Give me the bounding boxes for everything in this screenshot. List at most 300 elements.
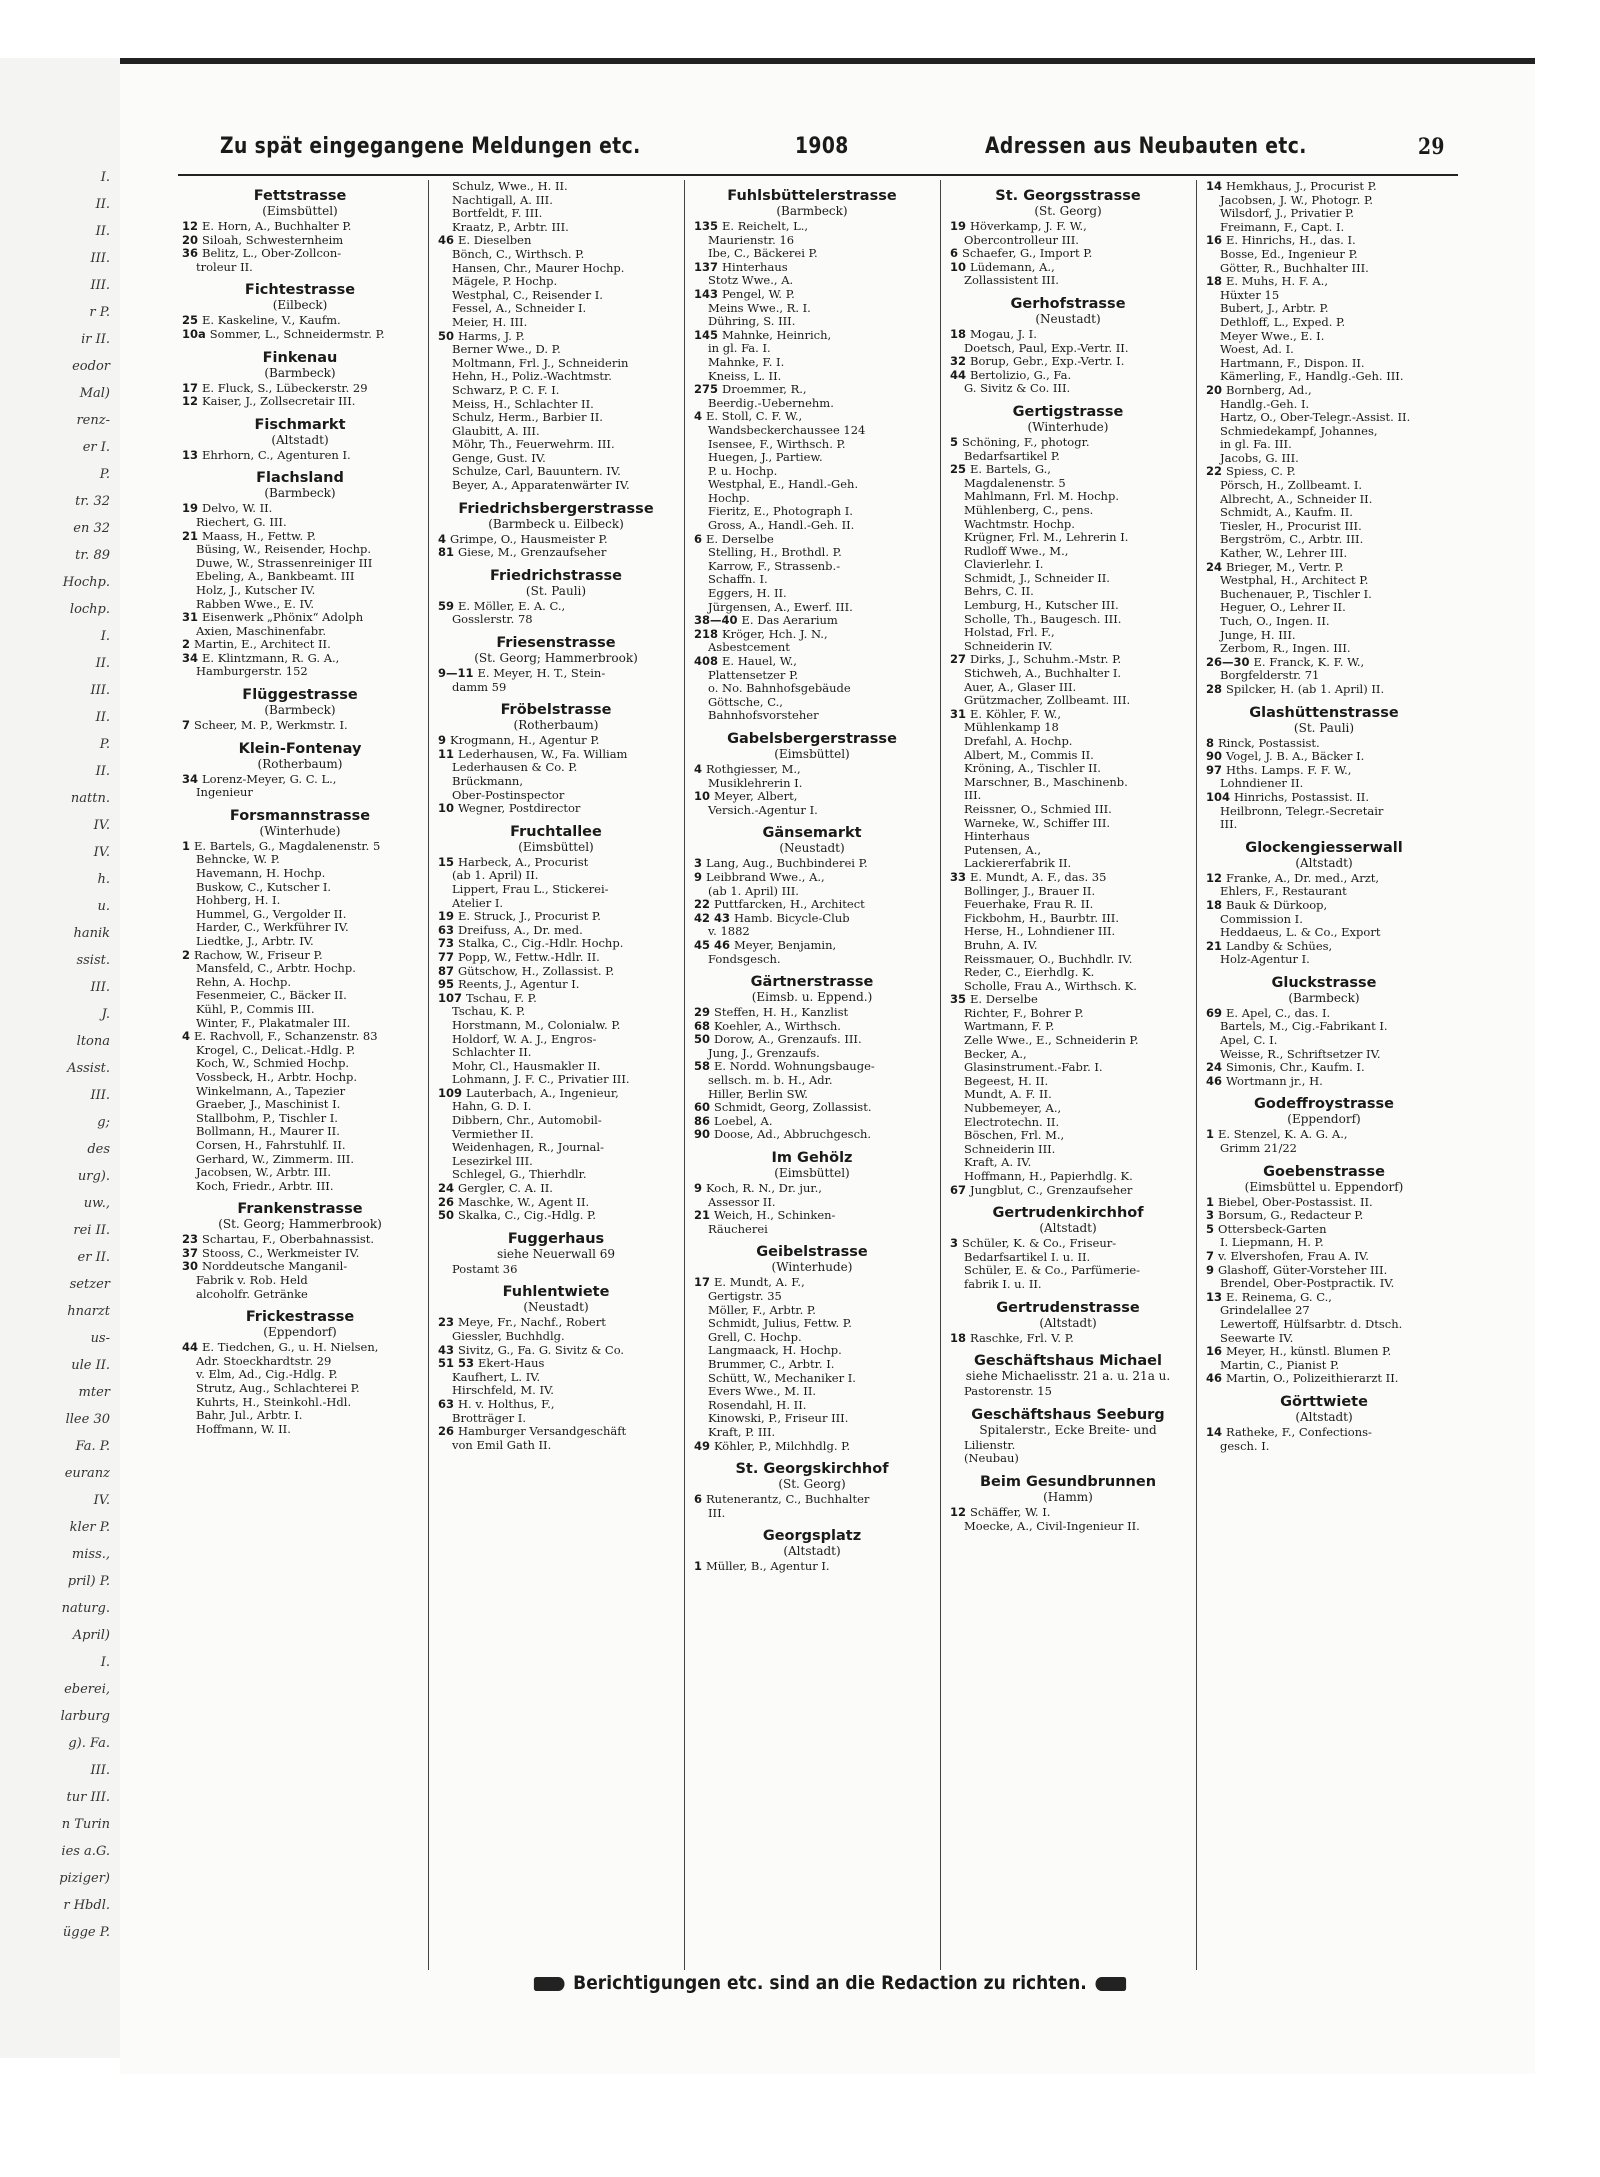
- directory-entry: [694, 885, 930, 899]
- resident-text: Rudloff Wwe., M.,: [964, 544, 1069, 558]
- directory-entry: [182, 773, 418, 787]
- house-number: 107: [438, 991, 463, 1005]
- house-number: 10a: [182, 327, 206, 341]
- directory-entry: [950, 1116, 1186, 1130]
- prev-page-line: lochp.: [69, 602, 110, 617]
- directory-entry: [950, 572, 1186, 586]
- directory-entry: [950, 382, 1186, 396]
- directory-entry: [1206, 615, 1442, 629]
- resident-text: Kröger, Hch. J. N.,: [722, 627, 828, 641]
- directory-entry: [694, 628, 930, 642]
- directory-column: [178, 180, 422, 1970]
- district-label: (St. Pauli): [1293, 720, 1355, 735]
- directory-entry: [950, 749, 1186, 763]
- resident-text: Grimm 21/22: [1220, 1142, 1297, 1156]
- resident-text: Ottersbeck-Garten: [1218, 1222, 1327, 1236]
- directory-entry: [182, 638, 418, 652]
- directory-entry: [182, 894, 418, 908]
- directory-entry: [438, 1019, 674, 1033]
- footer-notice: Berichtigungen etc. sind an die Redaction zu richten.: [573, 1972, 1087, 1994]
- directory-entry: [438, 398, 674, 412]
- house-number: 31: [950, 707, 967, 721]
- directory-entry: [1206, 1142, 1442, 1156]
- resident-text: E. Tiedchen, G., u. H. Nielsen,: [202, 1341, 379, 1355]
- resident-text: in gl. Fa. III.: [1220, 438, 1292, 452]
- resident-text: Bahr, Jul., Arbtr. I.: [196, 1409, 303, 1423]
- resident-text: Bahnhofsvorsteher: [708, 709, 819, 723]
- district-label: (St. Georg; Hammerbrook): [218, 1217, 382, 1232]
- resident-text: Schulz, Wwe., H. II.: [452, 180, 568, 193]
- resident-text: Kather, W., Lehrer III.: [1220, 547, 1348, 561]
- resident-text: Bosse, Ed., Ingenieur P.: [1220, 247, 1358, 261]
- resident-text: Hths. Lamps. F. F. W.,: [1226, 763, 1352, 777]
- house-number: 3: [1206, 1209, 1215, 1223]
- directory-entry: [438, 289, 674, 303]
- house-number: 1: [1206, 1195, 1215, 1209]
- directory-entry: [1206, 370, 1442, 384]
- directory-entry: [694, 1182, 930, 1196]
- house-number: 17: [694, 1276, 711, 1290]
- directory-entry: [1206, 656, 1442, 670]
- directory-entry: [438, 775, 674, 789]
- directory-entry: [694, 302, 930, 316]
- directory-entry: [1206, 601, 1442, 615]
- resident-text: Giessler, Buchhdlg.: [452, 1330, 565, 1343]
- resident-text: Maurienstr. 16: [708, 233, 795, 247]
- directory-entry: [694, 505, 930, 519]
- directory-entry: [182, 1112, 418, 1126]
- directory-entry: [694, 1560, 930, 1574]
- resident-text: E. Muhs, H. F. A.,: [1226, 275, 1328, 289]
- house-number: 17: [182, 381, 199, 395]
- directory-entry: [950, 1020, 1186, 1034]
- directory-entry: [950, 857, 1186, 871]
- directory-entry: [950, 1184, 1186, 1198]
- directory-entry: [182, 1180, 418, 1194]
- directory-entry: [182, 935, 418, 949]
- district-label: Spitalerstr., Ecke Breite- und: [979, 1422, 1157, 1437]
- house-number: 21: [1206, 939, 1223, 953]
- resident-text: Scheer, M. P., Werkmstr. I.: [194, 719, 348, 733]
- street-heading: Flachsland: [256, 470, 344, 487]
- directory-entry: [182, 584, 418, 598]
- resident-text: Assessor II.: [708, 1195, 776, 1209]
- directory-entry: [694, 641, 930, 655]
- directory-entry: [1206, 764, 1442, 778]
- resident-text: Ehrhorn, C., Agenturen I.: [202, 448, 351, 462]
- house-number: 21: [694, 1209, 711, 1223]
- resident-text: Schlegel, G., Thierhdlr.: [452, 1168, 587, 1182]
- resident-text: Zollassistent III.: [964, 274, 1059, 288]
- directory-entry: [438, 897, 674, 911]
- directory-entry: [1206, 316, 1442, 330]
- prev-page-line: April): [72, 1628, 110, 1643]
- house-number: 25: [950, 463, 967, 477]
- prev-page-line: r Hbdl.: [63, 1898, 110, 1913]
- pointing-hand-icon: [534, 1977, 565, 1991]
- resident-text: Bedarfsartikel P.: [964, 449, 1060, 463]
- directory-entry: [950, 953, 1186, 967]
- street-heading: Goebenstrasse: [1263, 1163, 1385, 1180]
- street-heading: Gertrudenstrasse: [996, 1299, 1140, 1316]
- column-divider: [428, 180, 429, 1970]
- house-number: 44: [182, 1341, 199, 1355]
- house-number: 18: [1206, 898, 1223, 912]
- house-number: 9: [438, 734, 447, 748]
- resident-text: Skalka, C., Cig.-Hdlg. P.: [458, 1209, 597, 1223]
- directory-entry: [950, 762, 1186, 776]
- district-label: (Altstadt): [1295, 855, 1353, 870]
- directory-entry: [438, 411, 674, 425]
- resident-text: Holz-Agentur I.: [1220, 953, 1310, 967]
- directory-entry: [182, 867, 418, 881]
- house-number: 50: [438, 1209, 455, 1223]
- resident-text: Albrecht, A., Schneider II.: [1220, 492, 1373, 506]
- directory-entry: [438, 951, 674, 965]
- directory-entry: [1206, 872, 1442, 886]
- resident-text: Hartmann, F., Dispon. II.: [1220, 356, 1365, 370]
- resident-text: Göttsche, C.,: [708, 695, 783, 709]
- directory-entry: [1206, 1020, 1442, 1034]
- directory-entry: [694, 669, 930, 683]
- resident-text: Brotträger I.: [452, 1411, 526, 1425]
- directory-entry: [950, 817, 1186, 831]
- directory-entry: [694, 397, 930, 411]
- resident-text: Stelling, H., Brothdl. P.: [708, 546, 842, 560]
- directory-entry: [950, 1332, 1186, 1346]
- resident-text: Kröning, A., Tischler II.: [964, 762, 1101, 776]
- house-number: 9: [694, 1182, 703, 1196]
- directory-entry: [694, 587, 930, 601]
- resident-text: E. Mundt, A. F.,: [714, 1276, 805, 1290]
- resident-text: Strutz, Aug., Schlachterei P.: [196, 1382, 360, 1396]
- house-number: 4: [182, 1030, 191, 1044]
- directory-entry: [438, 1371, 674, 1385]
- directory-entry: [950, 274, 1186, 288]
- directory-entry: [182, 1409, 418, 1423]
- directory-entry: [438, 667, 674, 681]
- resident-text: E. Bartels, G.,: [970, 463, 1051, 477]
- directory-entry: [438, 465, 674, 479]
- prev-page-line: ir II.: [81, 332, 110, 347]
- resident-text: Winter, F., Plakatmaler III.: [196, 1016, 351, 1030]
- directory-entry: [438, 221, 674, 235]
- directory-entry: [694, 383, 930, 397]
- resident-text: Pörsch, H., Zollbeamt. I.: [1220, 479, 1363, 493]
- resident-text: Clavierlehr. I.: [964, 558, 1044, 572]
- directory-entry: [438, 992, 674, 1006]
- directory-entry: [1206, 1277, 1442, 1291]
- resident-text: Meyer, Benjamin,: [734, 938, 837, 952]
- directory-entry: [438, 1357, 674, 1371]
- street-heading: Flüggestrasse: [242, 687, 358, 704]
- district-label: (Winterhude): [259, 823, 341, 838]
- directory-entry: [438, 748, 674, 762]
- directory-entry: [1206, 737, 1442, 751]
- resident-text: Borgfelderstr. 71: [1220, 669, 1320, 683]
- resident-text: (ab 1. April) III.: [708, 884, 799, 898]
- resident-text: Martin, O., Polizeithierarzt II.: [1226, 1372, 1399, 1386]
- resident-text: Wartmann, F. P.: [964, 1020, 1055, 1034]
- prev-page-line: tur III.: [66, 1790, 110, 1805]
- district-label: (Winterhude): [1027, 419, 1109, 434]
- resident-text: Horstmann, M., Colonialw. P.: [452, 1018, 621, 1032]
- directory-entry: [438, 1087, 674, 1101]
- resident-text: Rehn, A. Hochp.: [196, 975, 292, 989]
- resident-text: Reder, C., Eierhdlg. K.: [964, 966, 1095, 980]
- prev-page-line: rei II.: [73, 1223, 110, 1238]
- directory-entry: [182, 853, 418, 867]
- resident-text: Freimann, F., Capt. I.: [1220, 220, 1345, 234]
- prev-page-line: n Turin: [61, 1817, 110, 1832]
- directory-entry: [950, 1048, 1186, 1062]
- house-number: 23: [182, 1233, 199, 1247]
- resident-text: Meyer Wwe., E. I.: [1220, 329, 1325, 343]
- directory-entry: [950, 1452, 1186, 1466]
- directory-entry: [694, 492, 930, 506]
- house-number: 6: [950, 247, 959, 261]
- resident-text: Mahlmann, Frl. M. Hochp.: [964, 490, 1119, 504]
- directory-entry: [950, 789, 1186, 803]
- house-number: 13: [1206, 1290, 1223, 1304]
- resident-text: Räucherei: [708, 1222, 768, 1236]
- resident-text: Schöning, F., photogr.: [962, 435, 1090, 449]
- directory-entry: [182, 1125, 418, 1139]
- resident-text: Götter, R., Buchhalter III.: [1220, 261, 1369, 275]
- street-heading: St. Georgsstrasse: [995, 188, 1141, 204]
- directory-entry: [694, 1074, 930, 1088]
- resident-text: Bartels, M., Cig.-Fabrikant I.: [1220, 1020, 1388, 1034]
- resident-text: Atelier I.: [452, 896, 504, 910]
- resident-text: Stooss, C., Werkmeister IV.: [202, 1246, 360, 1260]
- directory-entry: [1206, 221, 1442, 235]
- house-number: 90: [1206, 750, 1223, 764]
- directory-entry: [182, 840, 418, 854]
- directory-entry: [950, 1170, 1186, 1184]
- resident-text: Zelle Wwe., E., Schneiderin P.: [964, 1034, 1139, 1048]
- resident-text: Moecke, A., Civil-Ingenieur II.: [964, 1519, 1140, 1533]
- directory-entry: [1206, 438, 1442, 452]
- resident-text: Hemkhaus, J., Procurist P.: [1226, 180, 1377, 193]
- resident-text: Duwe, W., Strassenreiniger III: [196, 556, 373, 570]
- district-label: (Barmbeck): [264, 486, 336, 501]
- directory-entry: [438, 1141, 674, 1155]
- resident-text: E. Möller, E. A. C.,: [458, 599, 566, 613]
- column-divider: [940, 180, 941, 1970]
- house-number: 1: [1206, 1128, 1215, 1142]
- directory-entry: [694, 533, 930, 547]
- directory-entry: [182, 625, 418, 639]
- resident-text: Harms, J. P.: [458, 329, 525, 343]
- resident-text: E. Stenzel, K. A. G. A.,: [1218, 1128, 1348, 1142]
- directory-entry: [182, 1153, 418, 1167]
- resident-text: in gl. Fa. I.: [708, 342, 771, 356]
- directory-entry: [694, 220, 930, 234]
- directory-entry: [438, 1005, 674, 1019]
- prev-page-line: g). Fa.: [68, 1736, 110, 1751]
- district-label: (Rotherbaum): [513, 718, 599, 733]
- resident-text: Westphal, E., Handl.-Geh.: [708, 478, 859, 492]
- resident-text: Belitz, L., Ober-Zollcon-: [202, 247, 342, 261]
- prev-page-line: P.: [99, 467, 110, 482]
- resident-text: Jungblut, C., Grenzaufseher: [970, 1183, 1133, 1197]
- resident-text: alcoholfr. Getränke: [196, 1287, 308, 1301]
- prev-page-line: tr. 32: [75, 494, 110, 509]
- directory-entry: [182, 328, 418, 342]
- directory-entry: [694, 261, 930, 275]
- house-number: 26: [438, 1195, 455, 1209]
- resident-text: damm 59: [452, 680, 507, 694]
- directory-entry: [182, 1368, 418, 1382]
- directory-entry: [694, 288, 930, 302]
- house-number: 42 43: [694, 911, 731, 925]
- directory-entry: [1206, 953, 1442, 967]
- resident-text: Richter, F., Bohrer P.: [964, 1006, 1084, 1020]
- resident-text: Lewertoff, Hülfsarbtr. d. Dtsch.: [1220, 1317, 1403, 1331]
- resident-text: Drefahl, A. Hochp.: [964, 735, 1073, 748]
- resident-text: Adr. Stoeckhardtstr. 29: [196, 1354, 332, 1368]
- resident-text: Mahnke, F. I.: [708, 355, 785, 369]
- directory-entry: [694, 898, 930, 912]
- directory-entry: [950, 342, 1186, 356]
- resident-text: Jacobsen, J. W., Photogr. P.: [1220, 193, 1374, 207]
- directory-entry: [694, 1088, 930, 1102]
- resident-text: Scholle, Frau A., Wirthsch. K.: [964, 979, 1137, 993]
- resident-text: Nubbemeyer, A.,: [964, 1102, 1062, 1116]
- resident-text: E. Meyer, H. T., Stein-: [477, 667, 606, 681]
- prev-page-line: IV.: [93, 818, 110, 833]
- prev-page-line: ltona: [76, 1034, 110, 1049]
- resident-text: Jacobsen, W., Arbtr. III.: [196, 1166, 332, 1180]
- directory-entry: [694, 857, 930, 871]
- directory-column: [1202, 180, 1446, 1970]
- directory-entry: [694, 1033, 930, 1047]
- directory-entry: [1206, 1264, 1442, 1278]
- resident-text: Corsen, H., Fahrstuhlf. II.: [196, 1138, 346, 1152]
- directory-entry: [1206, 1359, 1442, 1373]
- directory-entry: [438, 248, 674, 262]
- resident-text: v. Elm, Ad., Cig.-Hdlg. P.: [196, 1368, 338, 1382]
- street-heading: Gänsemarkt: [762, 825, 862, 842]
- resident-text: Möller, F., Arbtr. P.: [708, 1303, 816, 1317]
- resident-text: Spiess, C. P.: [1226, 465, 1296, 479]
- resident-text: Kühl, P., Commis III.: [196, 1002, 315, 1016]
- resident-text: sellsch. m. b. H., Adr.: [708, 1074, 833, 1088]
- street-heading: Gärtnerstrasse: [750, 974, 874, 991]
- resident-text: Buskow, C., Kutscher I.: [196, 880, 332, 894]
- resident-text: Stotz Wwe., A.: [708, 274, 794, 288]
- house-number: 16: [1206, 234, 1223, 248]
- prev-page-line: Fa. P.: [75, 1439, 110, 1454]
- street-heading: Im Gehölz: [771, 1150, 853, 1167]
- resident-text: Holdorf, W. A. J., Engros-: [452, 1032, 597, 1046]
- directory-entry: [1206, 533, 1442, 547]
- directory-entry: [950, 912, 1186, 926]
- house-number: 63: [438, 1397, 455, 1411]
- resident-text: Hüxter 15: [1220, 288, 1280, 302]
- directory-entry: [1206, 899, 1442, 913]
- directory-entry: [694, 1344, 930, 1358]
- street-heading: Fuggerhaus: [507, 1230, 605, 1247]
- resident-text: H. v. Holthus, F.,: [458, 1397, 555, 1411]
- district-label: (St. Pauli): [525, 583, 587, 598]
- resident-text: Auer, A., Glaser III.: [964, 680, 1077, 694]
- header-left-title: Zu spät eingegangene Meldungen etc.: [220, 134, 641, 159]
- resident-text: Gütschow, H., Zollassist. P.: [458, 964, 615, 978]
- house-number: 25: [182, 314, 199, 328]
- resident-text: Fieritz, E., Photograph I.: [708, 505, 853, 519]
- directory-entry: [950, 220, 1186, 234]
- resident-text: Lilienstr.: [964, 1438, 1016, 1452]
- house-number: 9: [1206, 1263, 1215, 1277]
- directory-entry: [1206, 411, 1442, 425]
- resident-text: Sivitz, G., Fa. G. Sivitz & Co.: [458, 1343, 625, 1357]
- directory-entry: [1206, 1007, 1442, 1021]
- header-rule: [178, 174, 1458, 176]
- resident-text: Commission I.: [1220, 912, 1303, 926]
- directory-entry: [1206, 1223, 1442, 1237]
- directory-entry: [694, 573, 930, 587]
- street-heading: Friesenstrasse: [496, 635, 616, 652]
- resident-text: Glaubitt, A. III.: [452, 424, 540, 438]
- prev-page-line: des: [87, 1142, 110, 1157]
- directory-entry: [950, 1007, 1186, 1021]
- house-number: 32: [950, 355, 967, 369]
- resident-text: v. Elvershofen, Frau A. IV.: [1218, 1250, 1369, 1263]
- prev-page-line: setzer: [69, 1277, 110, 1292]
- street-heading: Fichtestrasse: [244, 282, 356, 299]
- resident-text: Schaefer, G., Import P.: [962, 247, 1093, 261]
- directory-entry: [950, 980, 1186, 994]
- street-heading: Fruchtallee: [510, 823, 602, 840]
- directory-entry: [438, 1155, 674, 1169]
- resident-text: Rabben Wwe., E. IV.: [196, 597, 315, 611]
- resident-text: Reissner, O., Schmied III.: [964, 802, 1112, 816]
- directory-entry: [438, 262, 674, 276]
- prev-page-line: III.: [90, 1088, 110, 1103]
- resident-text: Bortfeldt, F. III.: [452, 207, 543, 221]
- resident-text: E. Rachvoll, F., Schanzenstr. 83: [194, 1030, 378, 1044]
- directory-entry: [182, 719, 418, 733]
- directory-entry: [1206, 1332, 1442, 1346]
- district-label: (Neustadt): [523, 1300, 589, 1315]
- directory-entry: [438, 1384, 674, 1398]
- directory-entry: [694, 451, 930, 465]
- resident-text: Koch, R. N., Dr. jur.,: [706, 1182, 822, 1196]
- resident-text: Norddeutsche Manganil-: [202, 1260, 348, 1274]
- prev-page-line: er I.: [82, 440, 110, 455]
- resident-text: Kneiss, L. II.: [708, 369, 782, 383]
- page-number: 29: [1418, 134, 1445, 160]
- resident-text: Heddaeus, L. & Co., Export: [1220, 926, 1381, 940]
- directory-entry: [950, 1237, 1186, 1251]
- resident-text: Schlachter II.: [452, 1046, 532, 1060]
- directory-entry: [1206, 818, 1442, 832]
- resident-text: Bornberg, Ad.,: [1226, 383, 1312, 397]
- resident-text: Wegner, Postdirector: [458, 802, 581, 816]
- resident-text: Pastorenstr. 15: [964, 1385, 1052, 1399]
- house-number: 7: [1206, 1250, 1215, 1263]
- directory-entry: [1206, 330, 1442, 344]
- resident-text: Bruhn, A. IV.: [964, 938, 1038, 952]
- resident-text: Glasinstrument.-Fabr. I.: [964, 1061, 1103, 1075]
- prev-page-line: III.: [90, 683, 110, 698]
- resident-text: Kaiser, J., Zollsecretair III.: [202, 395, 356, 409]
- directory-entry: [438, 438, 674, 452]
- directory-entry: [438, 802, 674, 816]
- directory-entry: [182, 989, 418, 1003]
- resident-text: Vogel, J. B. A., Bäcker I.: [1226, 750, 1365, 764]
